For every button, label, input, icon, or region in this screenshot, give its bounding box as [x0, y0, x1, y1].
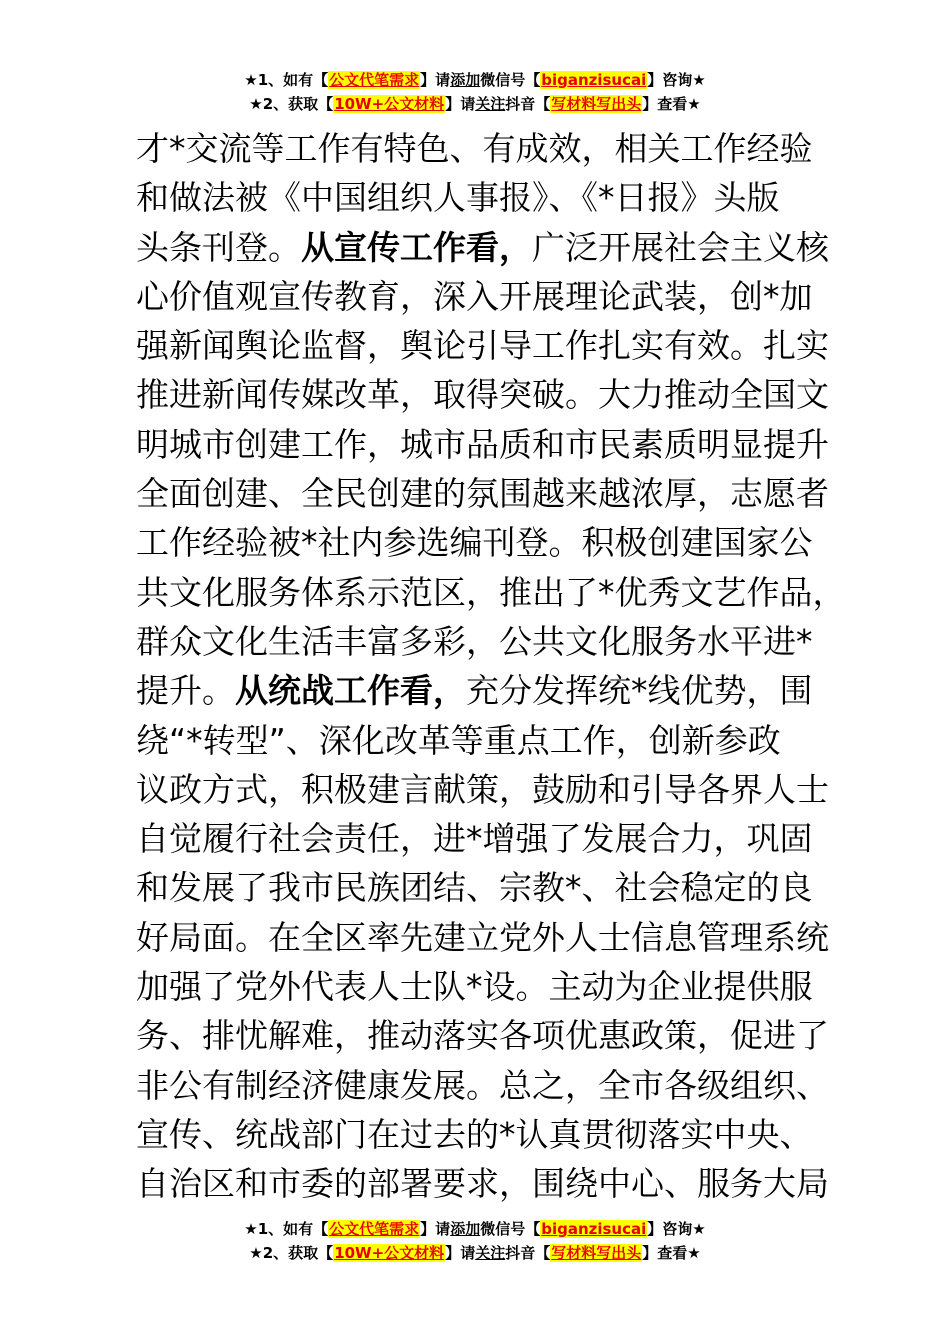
banner-text: ★2、获取【 — [249, 95, 334, 113]
banner-text: 】查看★ — [642, 1244, 701, 1262]
body-line: 务、排忧解难，推动落实各项优惠政策，促进了 — [136, 1016, 829, 1056]
footer-banner — [0, 1217, 950, 1265]
douyin-id-link[interactable]: 写材料写出头 — [551, 1244, 642, 1262]
body-line: 才*交流等工作有特色、有成效，相关工作经验 — [136, 129, 813, 168]
banner-line-1 — [0, 68, 950, 92]
highlight-tag: 公文代笔需求 — [329, 71, 420, 89]
body-text: 提升。 — [136, 671, 235, 711]
header-banner — [0, 68, 950, 116]
body-line: 全面创建、全民创建的氛围越来越浓厚，志愿者 — [136, 474, 829, 514]
douyin-id-link[interactable]: 写材料写出头 — [551, 95, 642, 113]
body-line: 好局面。在全区率先建立党外人士信息管理系统 — [136, 917, 829, 957]
banner-text: 】请 — [420, 71, 451, 89]
body-line — [136, 223, 856, 272]
banner-text: 关注 — [475, 1244, 506, 1262]
body-line: 工作经验被*社内参选编刊登。积极创建国家公 — [136, 523, 813, 563]
body-line: 自觉履行社会责任，进*增强了发展合力，巩固 — [136, 819, 813, 859]
banner-text: 】请 — [445, 95, 476, 113]
body-line: 强新闻舆论监督，舆论引导工作扎实有效。扎实 — [136, 326, 829, 366]
body-line: 和发展了我市民族团结、宗教*、社会稳定的良 — [136, 868, 813, 908]
body-line: 推进新闻传媒改革，取得突破。大力推动全国文 — [136, 375, 829, 415]
banner-text: 】咨询★ — [647, 1220, 706, 1238]
section-heading-united-front: 从统战工作看， — [235, 671, 466, 711]
body-line — [136, 666, 856, 715]
banner-text: 关注 — [475, 95, 506, 113]
body-line: 加强了党外代表人士队*设。主动为企业提供服 — [136, 967, 813, 1007]
highlight-tag: 10W+公文材料 — [334, 1244, 445, 1262]
body-line: 宣传、统战部门在过去的*认真贯彻落实中央、 — [136, 1114, 813, 1154]
wechat-id-link[interactable]: biganzisucai — [541, 71, 647, 89]
banner-text: 】查看★ — [642, 95, 701, 113]
body-line: 非公有制经济健康发展。总之，全市各级组织、 — [136, 1065, 829, 1105]
banner-line-2 — [0, 1241, 950, 1265]
banner-text: 】请 — [420, 1220, 451, 1238]
body-line: 和做法被《中国组织人事报》、《*日报》头版 — [136, 178, 780, 218]
body-text: 充分发挥统*线优势，围 — [466, 671, 813, 711]
banner-text: 抖音【 — [505, 95, 551, 113]
section-heading-publicity: 从宣传工作看， — [301, 227, 532, 267]
highlight-tag: 10W+公文材料 — [334, 95, 445, 113]
banner-text: 】请 — [445, 1244, 476, 1262]
highlight-tag: 公文代笔需求 — [329, 1220, 420, 1238]
banner-line-2 — [0, 92, 950, 116]
body-line: 绕“*转型”、深化改革等重点工作，创新参政 — [136, 720, 781, 760]
banner-text: ★1、如有【 — [244, 1220, 329, 1238]
body-line: 自治区和市委的部署要求，围绕中心、服务大局 — [136, 1164, 829, 1204]
body-line: 心价值观宣传教育，深入开展理论武装，创*加 — [136, 276, 813, 316]
banner-text: 添加 — [450, 1220, 481, 1238]
body-text: 广泛开展社会主义核 — [532, 227, 829, 267]
banner-text: 】咨询★ — [647, 71, 706, 89]
banner-text: 微信号【 — [480, 71, 541, 89]
body-line: 群众文化生活丰富多彩，公共文化服务水平进* — [136, 621, 813, 661]
body-text: 头条刊登。 — [136, 227, 301, 267]
banner-text: ★1、如有【 — [244, 71, 329, 89]
body-line: 议政方式，积极建言献策，鼓励和引导各界人士 — [136, 769, 829, 809]
body-line: 明城市创建工作，城市品质和市民素质明显提升 — [136, 424, 829, 464]
wechat-id-link[interactable]: biganzisucai — [541, 1220, 647, 1238]
banner-text: 微信号【 — [480, 1220, 541, 1238]
banner-text: ★2、获取【 — [249, 1244, 334, 1262]
banner-text: 抖音【 — [505, 1244, 551, 1262]
document-body — [136, 124, 856, 1209]
banner-text: 添加 — [450, 71, 481, 89]
banner-line-1 — [0, 1217, 950, 1241]
body-line: 共文化服务体系示范区，推出了*优秀文艺作品， — [136, 572, 846, 612]
